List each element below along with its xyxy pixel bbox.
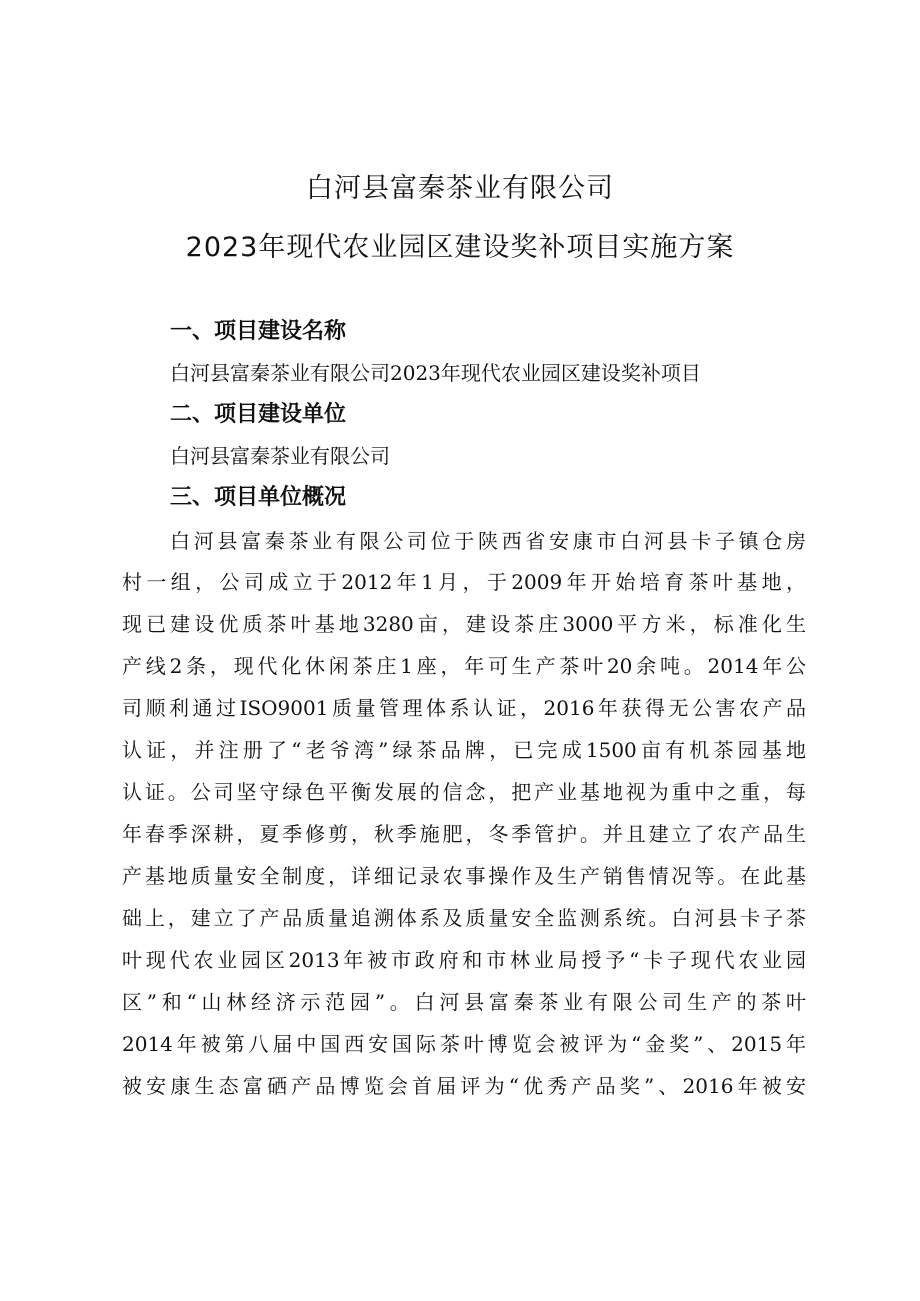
paragraph-line: 认证。公司坚守绿色平衡发展的信念，把产业基地视为重中之重，每 [122,780,806,804]
paragraph-line: 2014年被第八届中国西安国际茶叶博览会被评为“金奖”、2015年 [122,1032,806,1056]
paragraph-line: 区”和“山林经济示范园”。白河县富秦茶业有限公司生产的茶叶 [122,990,806,1014]
section-text-project-unit: 白河县富秦茶业有限公司 [170,444,390,468]
paragraph-line: 白河县富秦茶业有限公司位于陕西省安康市白河县卡子镇仓房 [170,529,806,553]
paragraph-line: 础上，建立了产品质量追溯体系及质量安全监测系统。白河县卡子茶 [122,906,806,930]
paragraph-line: 现已建设优质茶叶基地3280亩，建设茶庄3000平方米，标准化生 [122,612,806,636]
section-heading-unit-overview: 三、项目单位概况 [170,485,347,510]
paragraph-line: 叶现代农业园区2013年被市政府和市林业局授予“卡子现代农业园 [122,948,806,972]
document-title-line1: 白河县富秦茶业有限公司 [306,173,614,204]
paragraph-line: 认证，并注册了“老爷湾”绿茶品牌，已完成1500亩有机茶园基地 [122,738,806,762]
section-text-project-name: 白河县富秦茶业有限公司2023年现代农业园区建设奖补项目 [170,361,701,385]
paragraph-line: 村一组，公司成立于2012年1月，于2009年开始培育茶叶基地， [122,570,806,594]
section-heading-project-unit: 二、项目建设单位 [170,402,347,427]
paragraph-line: 产线2条，现代化休闲茶庄1座，年可生产茶叶20余吨。2014年公 [122,654,806,678]
paragraph-line: 年春季深耕，夏季修剪，秋季施肥，冬季管护。并且建立了农产品生 [122,822,806,846]
document-title-line2: 2023年现代农业园区建设奖补项目实施方案 [185,232,735,263]
paragraph-line: 被安康生态富硒产品博览会首届评为“优秀产品奖”、2016年被安 [122,1074,806,1098]
section-heading-project-name: 一、项目建设名称 [170,319,347,344]
paragraph-line: 司顺利通过ISO9001质量管理体系认证，2016年获得无公害农产品 [122,696,806,720]
paragraph-line: 产基地质量安全制度，详细记录农事操作及生产销售情况等。在此基 [122,864,806,888]
